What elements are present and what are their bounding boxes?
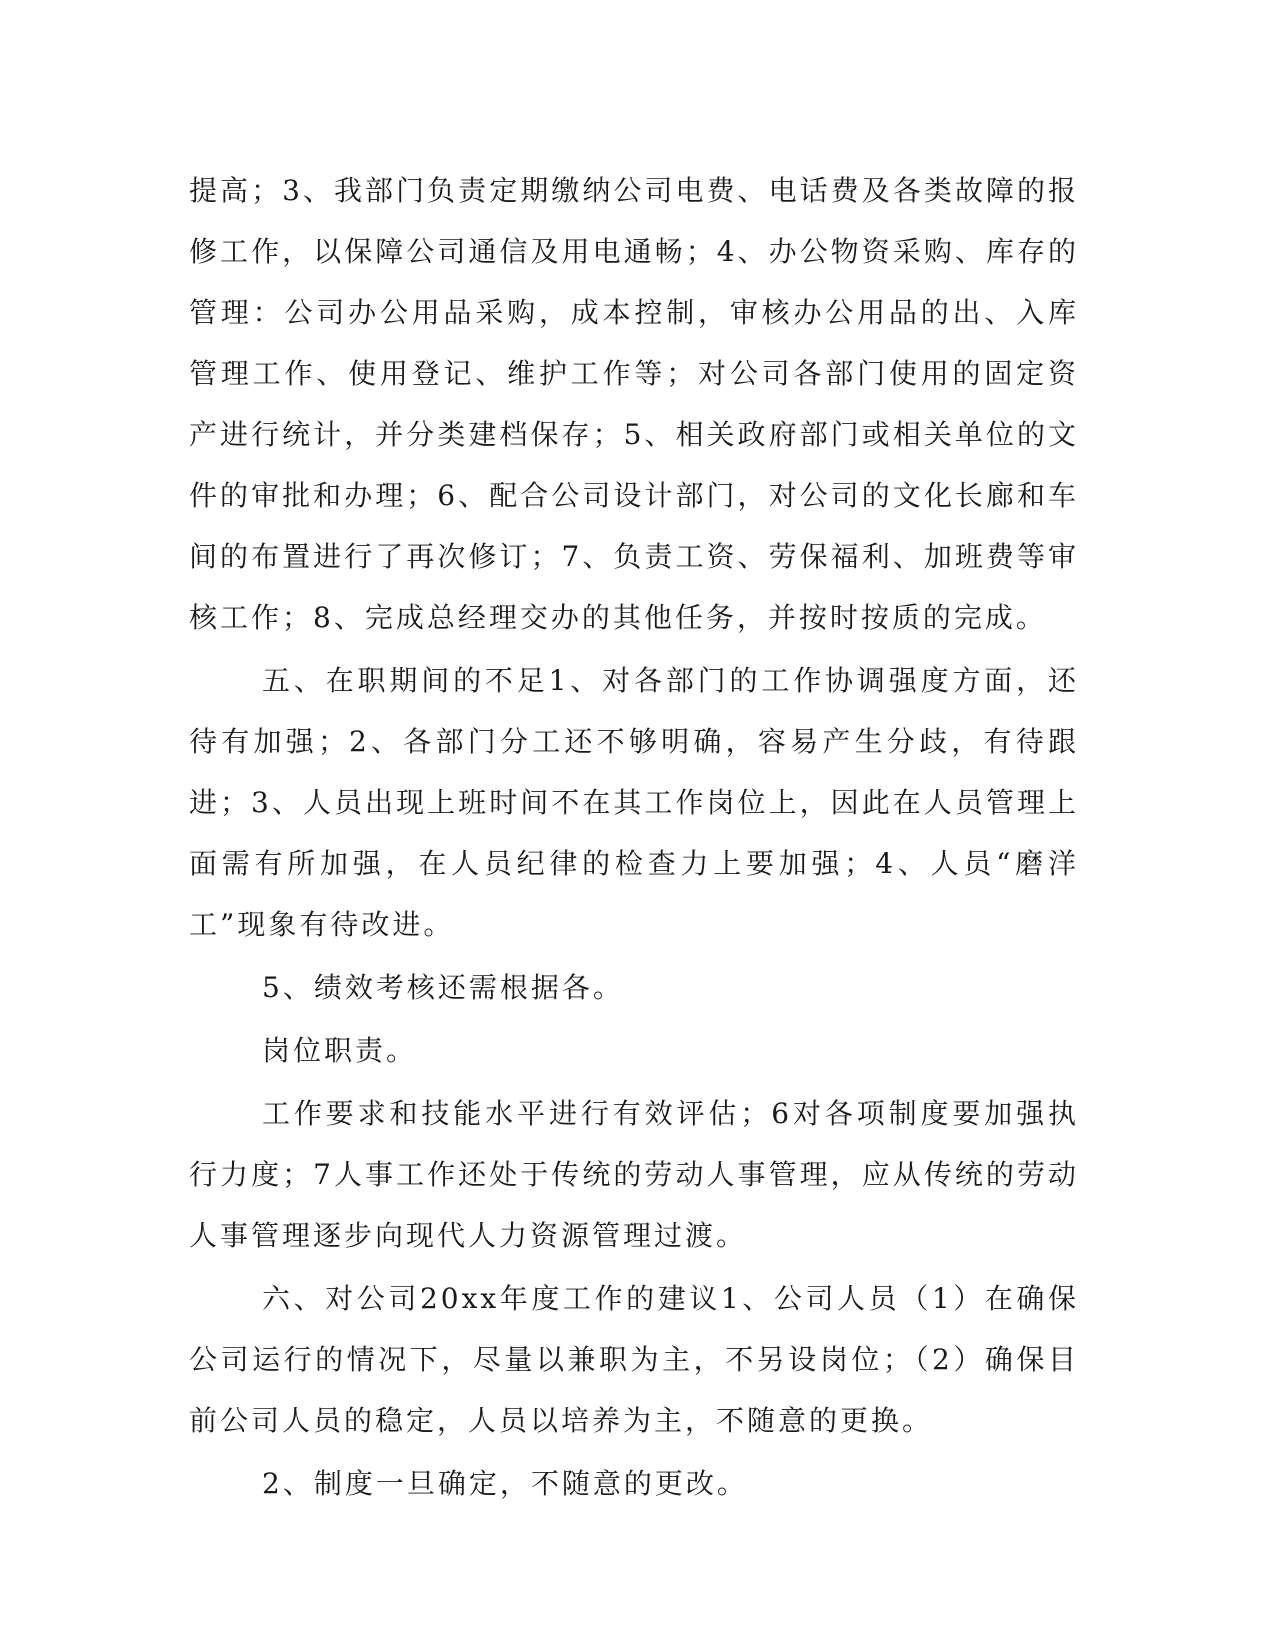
paragraph-performance-review: 5、绩效考核还需根据各。 (262, 971, 624, 1004)
paragraph-shortcomings: 五、在职期间的不足1、对各部门的工作协调强度方面，还待有加强；2、各部门分工还不够明确，容易产生分歧，有待跟进；3、人员出现上班时间不在其工作岗位上，因此在人员管理上面需有所加强，在人员纪律的检查力上要加强；4、人员“磨洋工”现象有待改进。 (189, 664, 1079, 941)
paragraph-duties-continued: 提高；3、我部门负责定期缴纳公司电费、电话费及各类故障的报修工作，以保障公司通信及用电通畅；4、办公物资采购、库存的管理：公司办公用品采购，成本控制，审核办公用品的出、入库管理工作、使用登记、维护工作等；对公司各部门使用的固定资产进行统计，并分类建档保存；5、相关政府部门或相关单位的文件的审批和办理；6、配合公司设计部门，对公司的文化长廊和车间的布置进行了再次修订；7、负责工资、劳保福利、加班费等审核工作；8、完成总经理交办的其他任务，并按时按质的完成。 (189, 174, 1079, 634)
paragraph-system-rules: 2、制度一旦确定，不随意的更改。 (262, 1467, 748, 1500)
paragraph-suggestions: 六、对公司20xx年度工作的建议1、公司人员（1）在确保公司运行的情况下，尽量以兼职为主，不另设岗位；（2）确保目前公司人员的稳定，人员以培养为主，不随意的更换。 (189, 1282, 1079, 1437)
paragraph-job-duties: 岗位职责。 (262, 1034, 418, 1067)
paragraph-evaluation: 工作要求和技能水平进行有效评估；6对各项制度要加强执行力度；7人事工作还处于传统的劳动人事管理，应从传统的劳动人事管理逐步向现代人力资源管理过渡。 (189, 1097, 1079, 1252)
document-body (189, 160, 1079, 1514)
